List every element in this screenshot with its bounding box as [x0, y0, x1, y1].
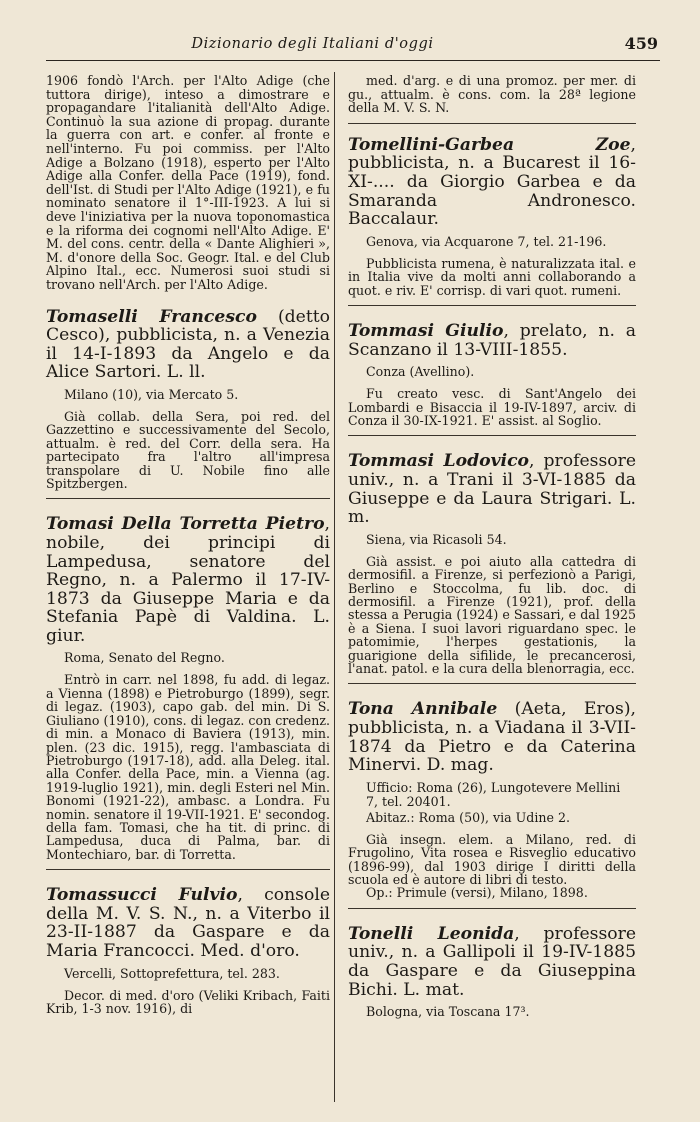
entry-name: Tomasi Della Torretta Pietro: [46, 514, 325, 535]
entry-separator: [348, 305, 636, 306]
entry-tomassucci: [46, 886, 330, 1015]
page-number: 459: [624, 34, 658, 53]
header-rule: [46, 60, 660, 61]
entry-address: Siena, via Ricasoli 54.: [366, 531, 507, 547]
entry-name: Tona Annibale: [348, 699, 498, 720]
entry-heading: [348, 925, 636, 999]
entry-name: Tomaselli Francesco: [46, 306, 257, 327]
entry-body: Già assist. e poi aiuto alla cattedra di dermosifil. a Firenze, si perfezionò a Parigi, Berlino e Stoccolma, fu lib. doc. di dermosifil. a Firenze (1921), prof. della stessa a Perugia (1924) e Sassari, e dal 1925 è a Siena. I suoi lavori riguardano spec. le patomimie, l'herpes gestationis, la guarigione della sifilide, le precancerosi, l'anat. patol. e la cura della blenorragia, ecc.: [348, 553, 636, 676]
entry-details: , console della M. V. S. N., n. a Viterbo il 23-II-1887 da Gaspare e da Maria Francocci. Med. d'oro.: [46, 885, 330, 961]
right-column: [348, 74, 636, 1027]
entry-tomellini-garbea: [348, 136, 636, 306]
entry-works: Op.: Primule (versi), Milano, 1898.: [366, 885, 588, 901]
continuation-text: 1906 fondò l'Arch. per l'Alto Adige (che tuttora dirige), inteso a dimostrare e propagandare l'italianità dell'Alto Adige. Continuò la sua azione di propag. durante la guerra con art. e confer. al fronte e nell'interno. Fu poi commiss. per l'Alto Adige a Bolzano (1918), esperto per l'Alto Adige alla Confer. della Pace (1919), fond. dell'Ist. di Studi per l'Alto Adige (1921), e fu nominato senatore il 1°-III-1923. A lui si deve l'iniziativa per la nuova toponomastica e la riforma dei cognomi nell'Alto Adige. E' M. del cons. centr. della « Dante Alighieri », M. d'onore della Soc. Geogr. Ital. e del Club Alpino Ital., ecc. Numerosi suoi studi si trovano nell'Arch. per l'Alto Adige.: [46, 73, 330, 292]
entry-body: Entrò in carr. nel 1898, fu add. di legaz. a Vienna (1898) e Pietroburgo (1899), segr. di legaz. (1903), capo gab. del min. Di S. Giuliano (1910), cons. di legaz. con credenz. di min. a Monaco di Baviera (1913), min. plen. (23 dic. 1915), regg. l'ambasciata di Pietroburgo (1917-18), add. alla Deleg. ital. alla Confer. della Pace, min. a Vienna (ag. 1919-luglio 1921), min. degli Esteri nel Min. Bonomi (1921-22), ambasc. a Londra. Fu nomin. senatore il 19-VII-1921. E' secondog. della fam. Tomasi, che ha tit. di princ. di Lampedusa, duca di Palma, bar. di Montechiaro, bar. di Torretta.: [46, 672, 330, 862]
entry-tommasi-giulio: [348, 322, 636, 436]
entry-name: Tomassucci Fulvio: [46, 885, 238, 906]
entry-home-address: Abitaz.: Roma (50), via Udine 2.: [366, 809, 570, 825]
entry-address: Roma, Senato del Regno.: [64, 650, 225, 666]
entry-heading: [46, 886, 330, 960]
entry-separator: [348, 123, 636, 124]
entry-tomasi-della-torretta: [46, 515, 330, 870]
entry-separator: [46, 869, 330, 870]
entry-tommasi-lodovico: [348, 452, 636, 684]
entry-office-address: Ufficio: Roma (26), Lungotevere Mellini 7, tel. 20401.: [366, 779, 621, 809]
entry-body: Decor. di med. d'oro (Veliki Kribach, Faiti Krib, 1-3 nov. 1916), di: [46, 987, 330, 1016]
entry-tonelli: [348, 925, 636, 1019]
entry-tomaselli: [46, 308, 330, 500]
entry-body: Pubblicista rumena, è naturalizzata ital. e in Italia vive da molti anni collaborando a quot. e riv. E' corrisp. di vari quot. rumeni.: [348, 255, 636, 298]
entry-details: , prelato, n. a Scanzano il 13-VIII-1855.: [348, 320, 636, 360]
entry-address: Bologna, via Toscana 17³.: [366, 1004, 530, 1020]
entry-body: Fu creato vesc. di Sant'Angelo dei Lombardi e Bisaccia il 19-IV-1897, arciv. di Conza il 30-IX-1921. E' assist. al Soglio.: [348, 386, 636, 428]
entry-heading: [348, 322, 636, 359]
entry-separator: [46, 498, 330, 499]
entry-tona: [348, 700, 636, 908]
entry-name: Tommasi Lodovico: [348, 451, 530, 472]
entry-name: Tonelli Leonida: [348, 923, 515, 944]
entry-heading: [348, 136, 636, 229]
entry-details: , professore univ., n. a Trani il 3-VI-1885 da Giuseppe e da Laura Strigari. L. m.: [348, 451, 636, 528]
entry-address: Vercelli, Sottoprefettura, tel. 283.: [64, 965, 280, 981]
entry-body: Già insegn. elem. a Milano, red. di Frugolino, Vita rosea e Risveglio educativo (1896-99), dal 1903 dirige I diritti della scuola ed è autore di libri di testo.: [348, 831, 636, 887]
entry-heading: [46, 515, 330, 645]
entry-heading: [46, 308, 330, 382]
entry-heading: [348, 700, 636, 774]
entry-details: , pubblicista, n. a Bucarest il 16-XI-.... da Giorgio Garbea e da Smaranda Andronesco. Baccalaur.: [348, 134, 636, 230]
running-header-title: Dizionario degli Italiani d'oggi: [191, 36, 434, 52]
left-column: [46, 74, 330, 1015]
continuation-text: med. d'arg. e di una promoz. per mer. di gu., attualm. è cons. com. la 28ª legione della M. V. S. N.: [348, 73, 636, 116]
entry-details: , professore univ., n. a Gallipoli il 19-IV-1885 da Gaspare e da Giuseppina Bichi. L. mat.: [348, 923, 637, 1000]
column-divider: [334, 72, 335, 1102]
entry-separator: [348, 908, 636, 909]
entry-separator: [348, 683, 636, 684]
entry-details: (detto Cesco), pubblicista, n. a Venezia il 14-I-1893 da Angelo e da Alice Sartori. L. ll.: [46, 306, 330, 383]
entry-name: Tomellini-Garbea Zoe: [348, 134, 631, 155]
entry-body: Già collab. della Sera, poi red. del Gazzettino e successivamente del Secolo, attualm. è red. del Corr. della sera. Ha partecipato fra l'altro all'impresa transpolare di U. Nobile fino alle Spitzbergen.: [46, 408, 330, 491]
entry-address: Genova, via Acquarone 7, tel. 21-196.: [366, 233, 607, 249]
entry-name: Tommasi Giulio: [348, 320, 504, 341]
entry-separator: [348, 435, 636, 436]
entry-address: Milano (10), via Mercato 5.: [64, 386, 239, 402]
entry-details: , nobile, dei principi di Lampedusa, senatore del Regno, n. a Palermo il 17-IV-1873 da Giuseppe Maria e da Stefania Papè di Valdina. L. giur.: [46, 514, 330, 646]
entry-address: Conza (Avellino).: [366, 364, 475, 380]
entry-heading: [348, 452, 636, 526]
entry-details: (Aeta, Eros), pubblicista, n. a Viadana il 3-VII-1874 da Pietro e da Caterina Minervi. D. mag.: [348, 699, 637, 776]
